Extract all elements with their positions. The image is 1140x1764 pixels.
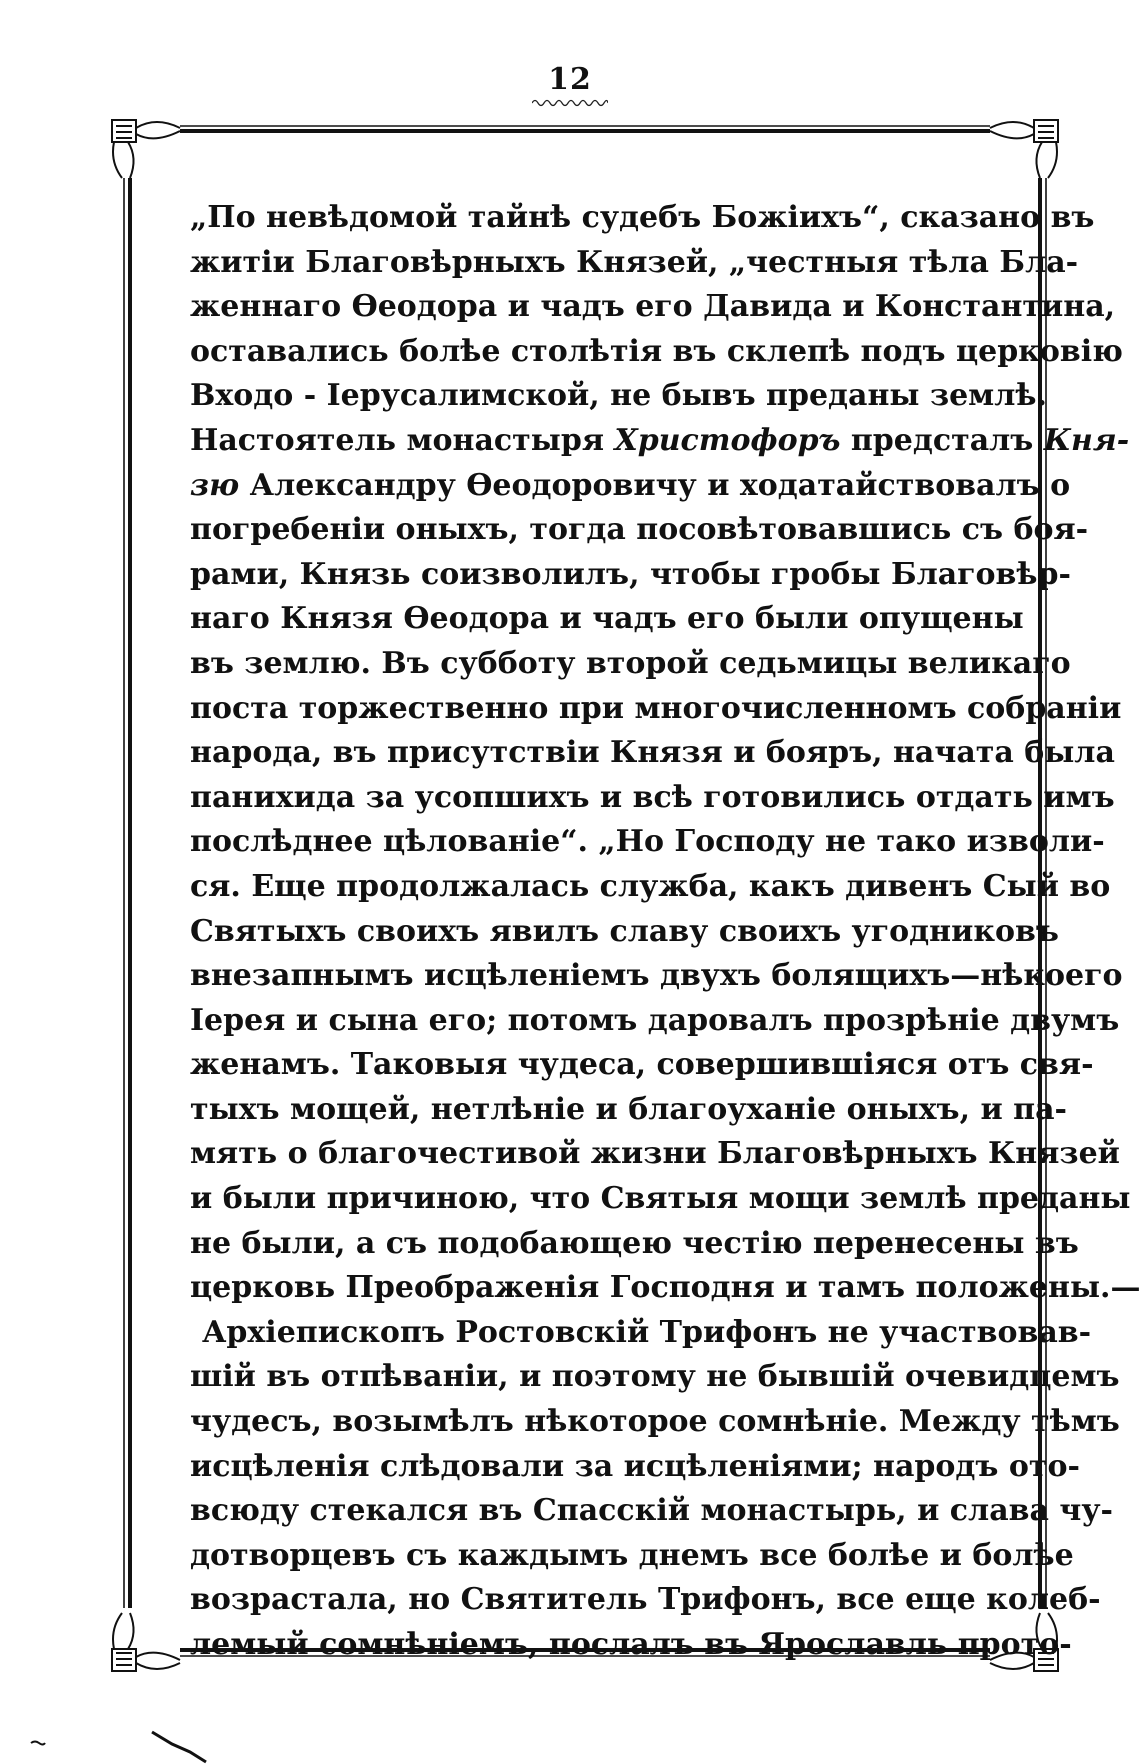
text-line: въ землю. Въ субботу второй седьмицы великаго xyxy=(190,645,1071,681)
italic-name: зю xyxy=(190,467,240,503)
page-number-wavy-underline-icon xyxy=(532,98,608,108)
italic-name: Христофоръ xyxy=(614,422,841,458)
text-line: женнаго Ѳеодора и чадъ его Давида и Константина, xyxy=(190,289,1116,325)
text-line: чудесъ, возымѣлъ нѣкоторое сомнѣніе. Между тѣмъ xyxy=(190,1404,1120,1440)
text-line: житіи Благовѣрныхъ Князей, „честныя тѣла Бла- xyxy=(190,244,1079,280)
text-line: дотворцевъ съ каждымъ днемъ все болѣе и болѣе xyxy=(190,1537,1074,1573)
text-line: исцѣленія слѣдовали за исцѣленіями; народъ ото- xyxy=(190,1448,1080,1484)
text-line: наго Князя Ѳеодора и чадъ его были опущены xyxy=(190,601,1024,637)
text-line: возрастала, но Святитель Трифонъ, все еще колеб- xyxy=(190,1582,1101,1618)
italic-name: Кня- xyxy=(1043,422,1130,458)
text-line: тыхъ мощей, нетлѣніе и благоуханіе оныхъ, и па- xyxy=(190,1091,1068,1127)
text-line: Святыхъ своихъ явилъ славу своихъ угодниковъ xyxy=(190,913,1059,949)
text-line: церковь Преображенія Господня и тамъ положены.— xyxy=(190,1270,1140,1306)
paragraph-2 xyxy=(190,1311,1120,1668)
text-line: лемый сомнѣніемъ, послалъ въ Ярославль прото- xyxy=(190,1627,1072,1662)
text-line: „По невѣдомой тайнѣ судебъ Божіихъ“, сказано въ xyxy=(190,200,1095,235)
text-line: ся. Еще продолжалась служба, какъ дивенъ Сый во xyxy=(190,868,1111,904)
text-line: Входо - Іерусалимской, не бывъ преданы землѣ. xyxy=(190,378,1047,414)
text-line: Іерея и сына его; потомъ даровалъ прозрѣніе двумъ xyxy=(190,1002,1120,1038)
text-line: оставались болѣе столѣтія въ склепѣ подъ церковію xyxy=(190,333,1123,369)
text-line: Настоятель монастыря Христофоръ предсталъ Кня- xyxy=(190,422,1130,458)
text-line: народа, въ присутствіи Князя и бояръ, начата была xyxy=(190,735,1115,771)
text-line: погребеніи оныхъ, тогда посовѣтовавшись съ боя- xyxy=(190,512,1089,548)
text-line: рами, Князь соизволилъ, чтобы гробы Благовѣр- xyxy=(190,556,1071,592)
paragraph-1 xyxy=(190,196,1140,1311)
body-text xyxy=(190,196,1140,1668)
text-line: всюду стекался въ Спасскій монастырь, и слава чу- xyxy=(190,1493,1113,1529)
text-line: внезапнымъ исцѣленіемъ двухъ болящихъ—нѣкоего xyxy=(190,958,1123,994)
text-line: панихида за усопшихъ и всѣ готовились отдать имъ xyxy=(190,779,1115,815)
text-line: мять о благочестивой жизни Благовѣрныхъ Князей xyxy=(190,1136,1120,1172)
text-line: послѣднее цѣлованіе“. „Но Господу не тако изволи- xyxy=(190,824,1105,860)
ink-stroke-mark-icon xyxy=(150,1730,210,1764)
text-line: женамъ. Таковыя чудеса, совершившіяся отъ свя- xyxy=(190,1047,1094,1083)
text-line: и были причиною, что Святыя мощи землѣ преданы xyxy=(190,1181,1131,1217)
text-line: зю Александру Ѳеодоровичу и ходатайствовалъ о xyxy=(190,467,1071,503)
text-line: шій въ отпѣваніи, и поэтому не бывшій очевидцемъ xyxy=(190,1359,1120,1395)
page-number: 12 xyxy=(548,62,592,97)
ink-blot-mark-icon xyxy=(30,1740,46,1746)
text-line: не были, а съ подобающею честію перенесены въ xyxy=(190,1225,1079,1261)
text-line: поста торжественно при многочисленномъ собраніи xyxy=(190,690,1122,726)
text-line: Архіепископъ Ростовскій Трифонъ не участвовав- xyxy=(202,1314,1092,1350)
